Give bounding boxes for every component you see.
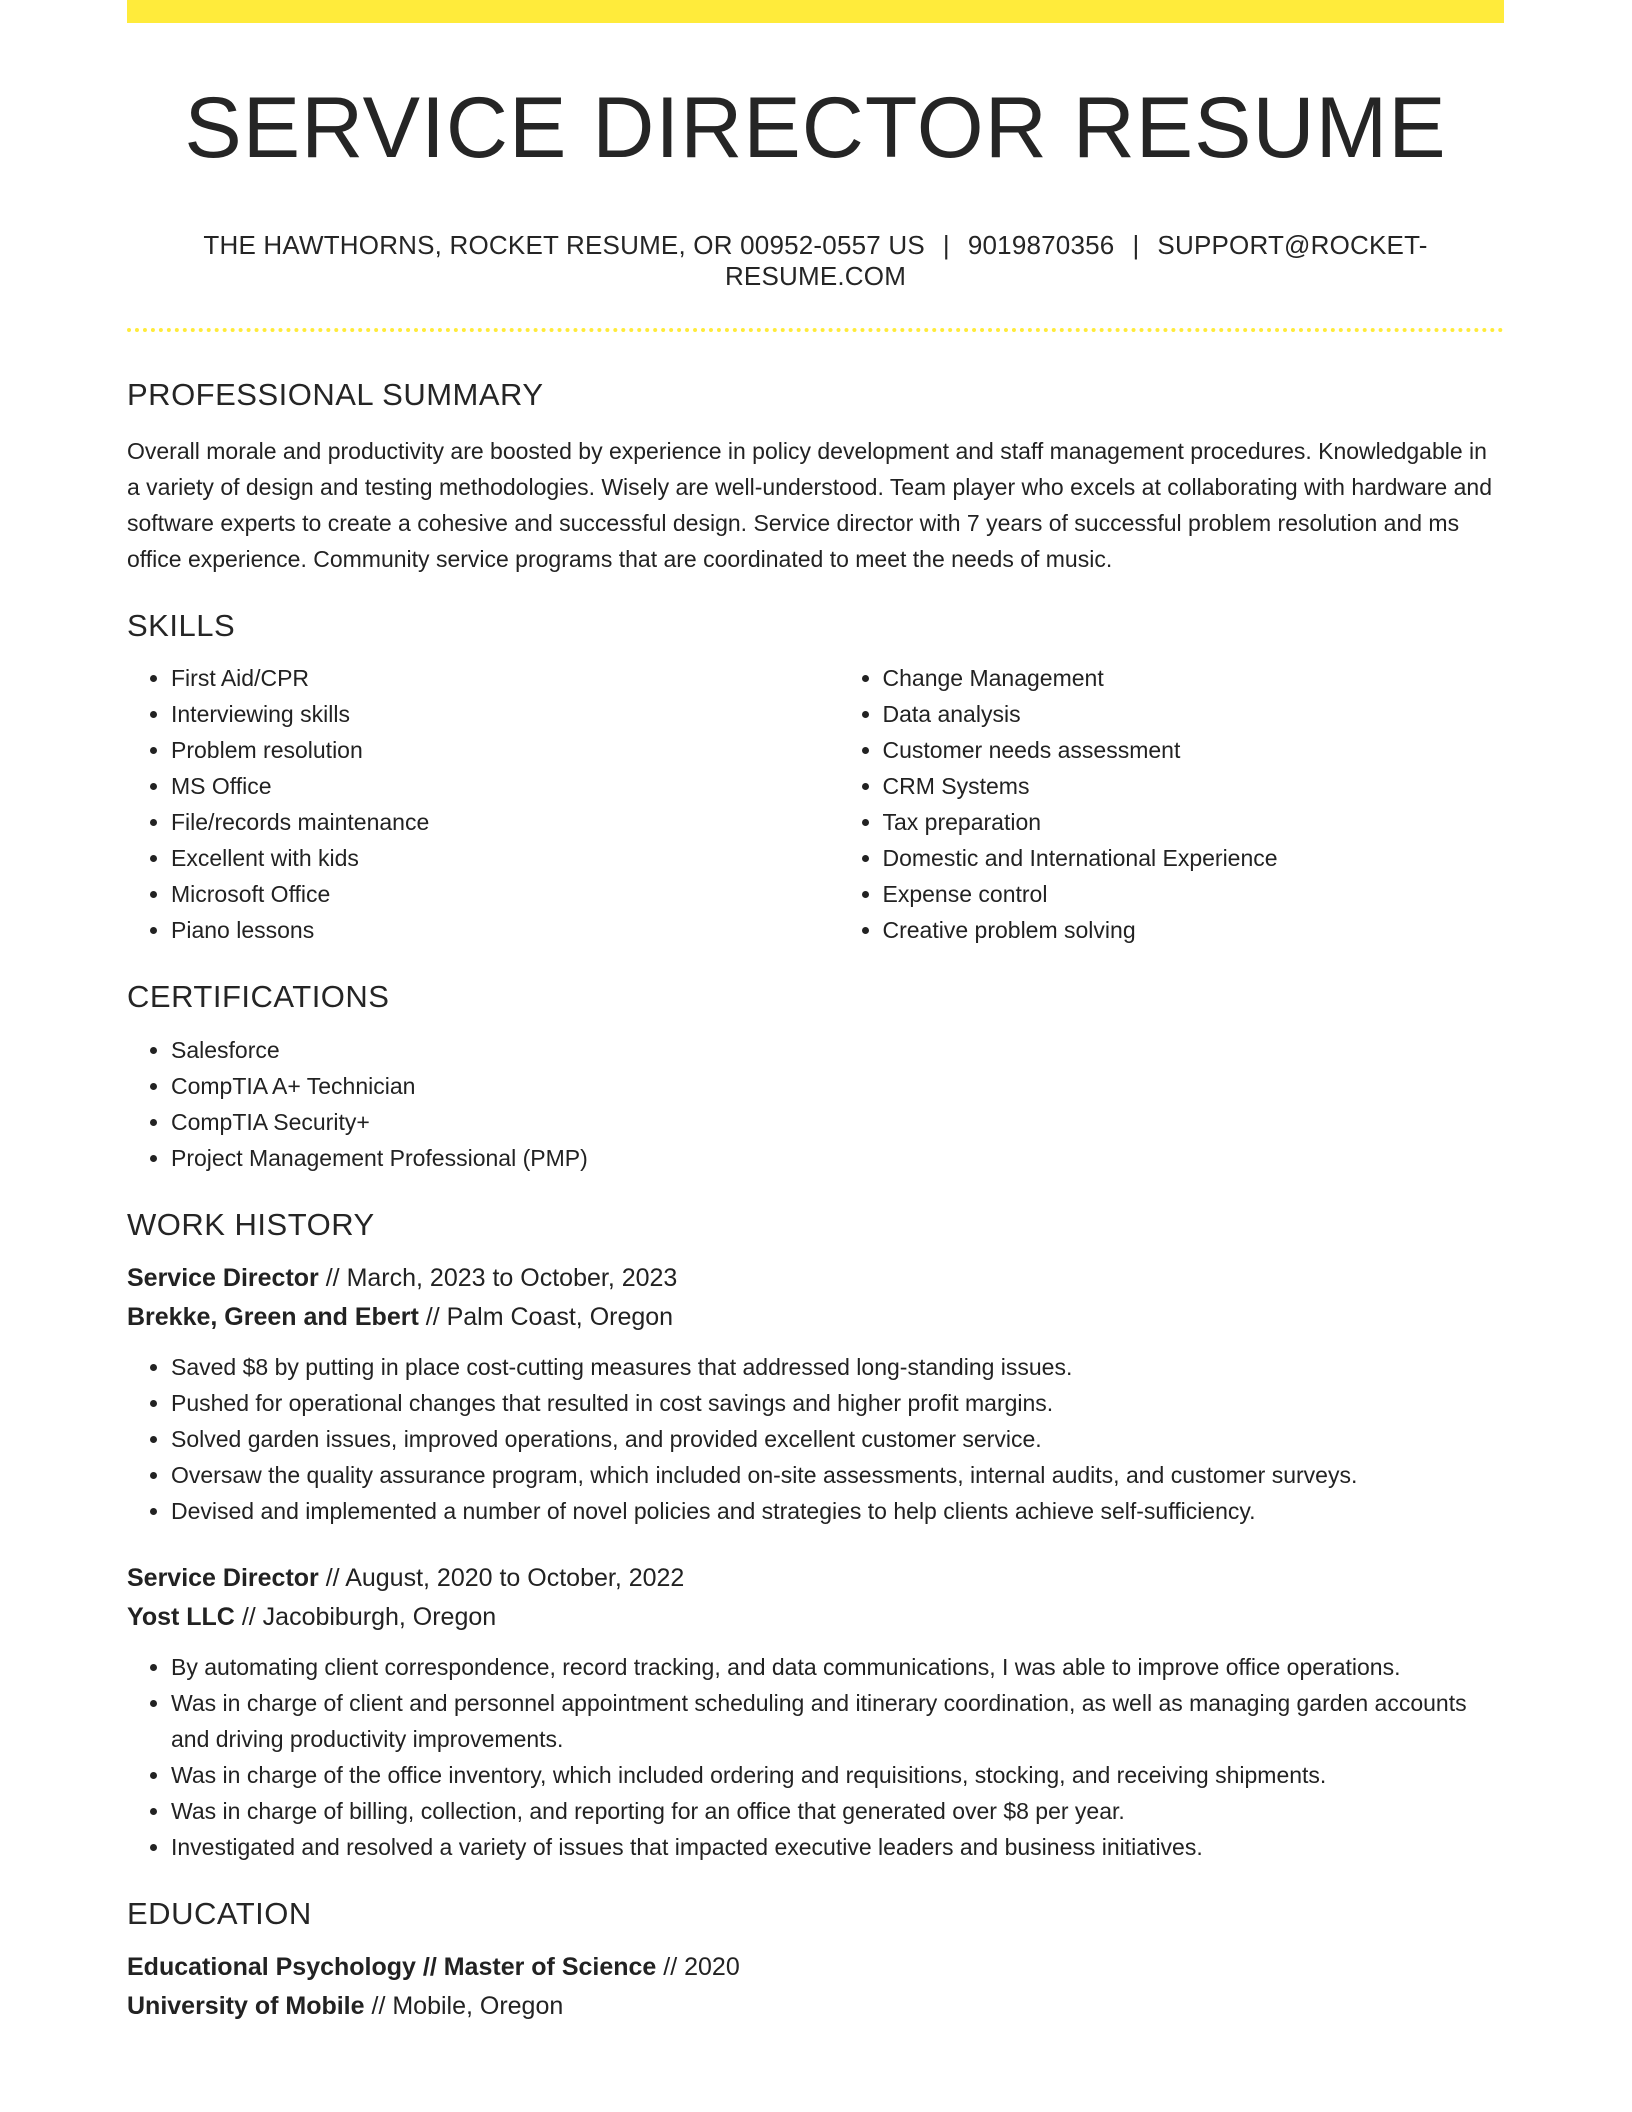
list-item: • Solved garden issues, improved operations, and provided excellent customer service. — [171, 1421, 1504, 1457]
job-company: Brekke, Green and Ebert — [127, 1302, 419, 1331]
list-item: • By automating client correspondence, record tracking, and data communications, I was able to improve office operations. — [171, 1649, 1504, 1685]
job-company-line — [127, 1298, 1504, 1337]
contact-email: SUPPORT@ROCKET-RESUME.COM — [724, 229, 1428, 291]
job-bullets — [127, 1649, 1504, 1865]
list-item: • Saved $8 by putting in place cost-cutting measures that addressed long-standing issues. — [171, 1349, 1504, 1385]
list-item: • Domestic and International Experience — [883, 840, 1505, 876]
list-item: • Oversaw the quality assurance program, which included on-site assessments, internal audits, and customer surveys. — [171, 1457, 1504, 1493]
certifications-heading: CERTIFICATIONS — [127, 979, 390, 1015]
list-item: • CompTIA A+ Technician — [171, 1068, 1504, 1104]
degree: Educational Psychology // Master of Science — [127, 1952, 657, 1981]
contact-separator: | — [942, 229, 950, 260]
contact-phone: 9019870356 — [967, 229, 1115, 260]
skills-list-left — [127, 660, 793, 948]
job-bullets — [127, 1349, 1504, 1529]
list-item: • Excellent with kids — [171, 840, 793, 876]
list-item: • Project Management Professional (PMP) — [171, 1140, 1504, 1176]
list-item: • Piano lessons — [171, 912, 793, 948]
list-item: • Interviewing skills — [171, 696, 793, 732]
skills-grid — [127, 660, 1504, 948]
contact-line — [127, 230, 1504, 292]
summary-heading: PROFESSIONAL SUMMARY — [127, 376, 544, 412]
list-item: • First Aid/CPR — [171, 660, 793, 696]
list-item: • Devised and implemented a number of novel policies and strategies to help clients achieve self-sufficiency. — [171, 1493, 1504, 1529]
list-item: • Change Management — [883, 660, 1505, 696]
list-item: • Problem resolution — [171, 732, 793, 768]
education-heading: EDUCATION — [127, 1895, 312, 1931]
job-company-line — [127, 1598, 1504, 1637]
skills-heading: SKILLS — [127, 608, 236, 644]
list-item: • Pushed for operational changes that resulted in cost savings and higher profit margins. — [171, 1385, 1504, 1421]
list-item: • Customer needs assessment — [883, 732, 1505, 768]
list-item: • Creative problem solving — [883, 912, 1505, 948]
list-item: • Expense control — [883, 876, 1505, 912]
job-entry — [127, 1259, 1504, 1529]
list-item: • Salesforce — [171, 1032, 1504, 1068]
dotted-divider — [127, 328, 1504, 332]
list-item: • Tax preparation — [883, 804, 1505, 840]
list-item: • Data analysis — [883, 696, 1505, 732]
list-item: • CRM Systems — [883, 768, 1505, 804]
list-item: • Was in charge of client and personnel appointment scheduling and itinerary coordination, as well as managing garden accounts and driving productivity improvements. — [171, 1685, 1504, 1757]
school-location: // Mobile, Oregon — [371, 1991, 564, 2020]
list-item: • Microsoft Office — [171, 876, 793, 912]
skills-list-right — [793, 660, 1505, 948]
school-name: University of Mobile — [127, 1991, 365, 2020]
degree-line — [127, 1948, 1504, 1987]
work-history-heading: WORK HISTORY — [127, 1206, 375, 1242]
list-item: • CompTIA Security+ — [171, 1104, 1504, 1140]
job-entry — [127, 1559, 1504, 1865]
job-dates: // March, 2023 to October, 2023 — [325, 1263, 678, 1292]
job-location: // Palm Coast, Oregon — [425, 1302, 674, 1331]
contact-separator: | — [1132, 229, 1140, 260]
summary-text: Overall morale and productivity are boosted by experience in policy development and staff management procedures. Knowledgable in a variety of design and testing methodologies. Wisely are well-understood. Team player who excels at collaborating with hardware and software experts to create a cohesive and successful design. Service director with 7 years of successful problem resolution and ms office experience. Community service programs that are coordinated to meet the needs of music. — [127, 438, 1492, 573]
page-title: SERVICE DIRECTOR RESUME — [184, 80, 1447, 176]
list-item: • MS Office — [171, 768, 793, 804]
certifications-list — [127, 1032, 1504, 1176]
list-item: • Was in charge of billing, collection, and reporting for an office that generated over $8 per year. — [171, 1793, 1504, 1829]
job-title-line — [127, 1559, 1504, 1598]
list-item: • Was in charge of the office inventory, which included ordering and requisitions, stocking, and receiving shipments. — [171, 1757, 1504, 1793]
job-title: Service Director — [127, 1563, 319, 1592]
degree-year: // 2020 — [663, 1952, 740, 1981]
job-title: Service Director — [127, 1263, 319, 1292]
list-item: • Investigated and resolved a variety of issues that impacted executive leaders and business initiatives. — [171, 1829, 1504, 1865]
school-line — [127, 1987, 1504, 2026]
job-title-line — [127, 1259, 1504, 1298]
list-item: • File/records maintenance — [171, 804, 793, 840]
education-entry — [127, 1948, 1504, 2026]
accent-bar — [127, 0, 1504, 23]
job-location: // Jacobiburgh, Oregon — [241, 1602, 497, 1631]
job-dates: // August, 2020 to October, 2022 — [325, 1563, 685, 1592]
contact-address: THE HAWTHORNS, ROCKET RESUME, OR 00952-0557 US — [203, 229, 925, 260]
resume-page — [127, 0, 1504, 2026]
job-company: Yost LLC — [127, 1602, 235, 1631]
